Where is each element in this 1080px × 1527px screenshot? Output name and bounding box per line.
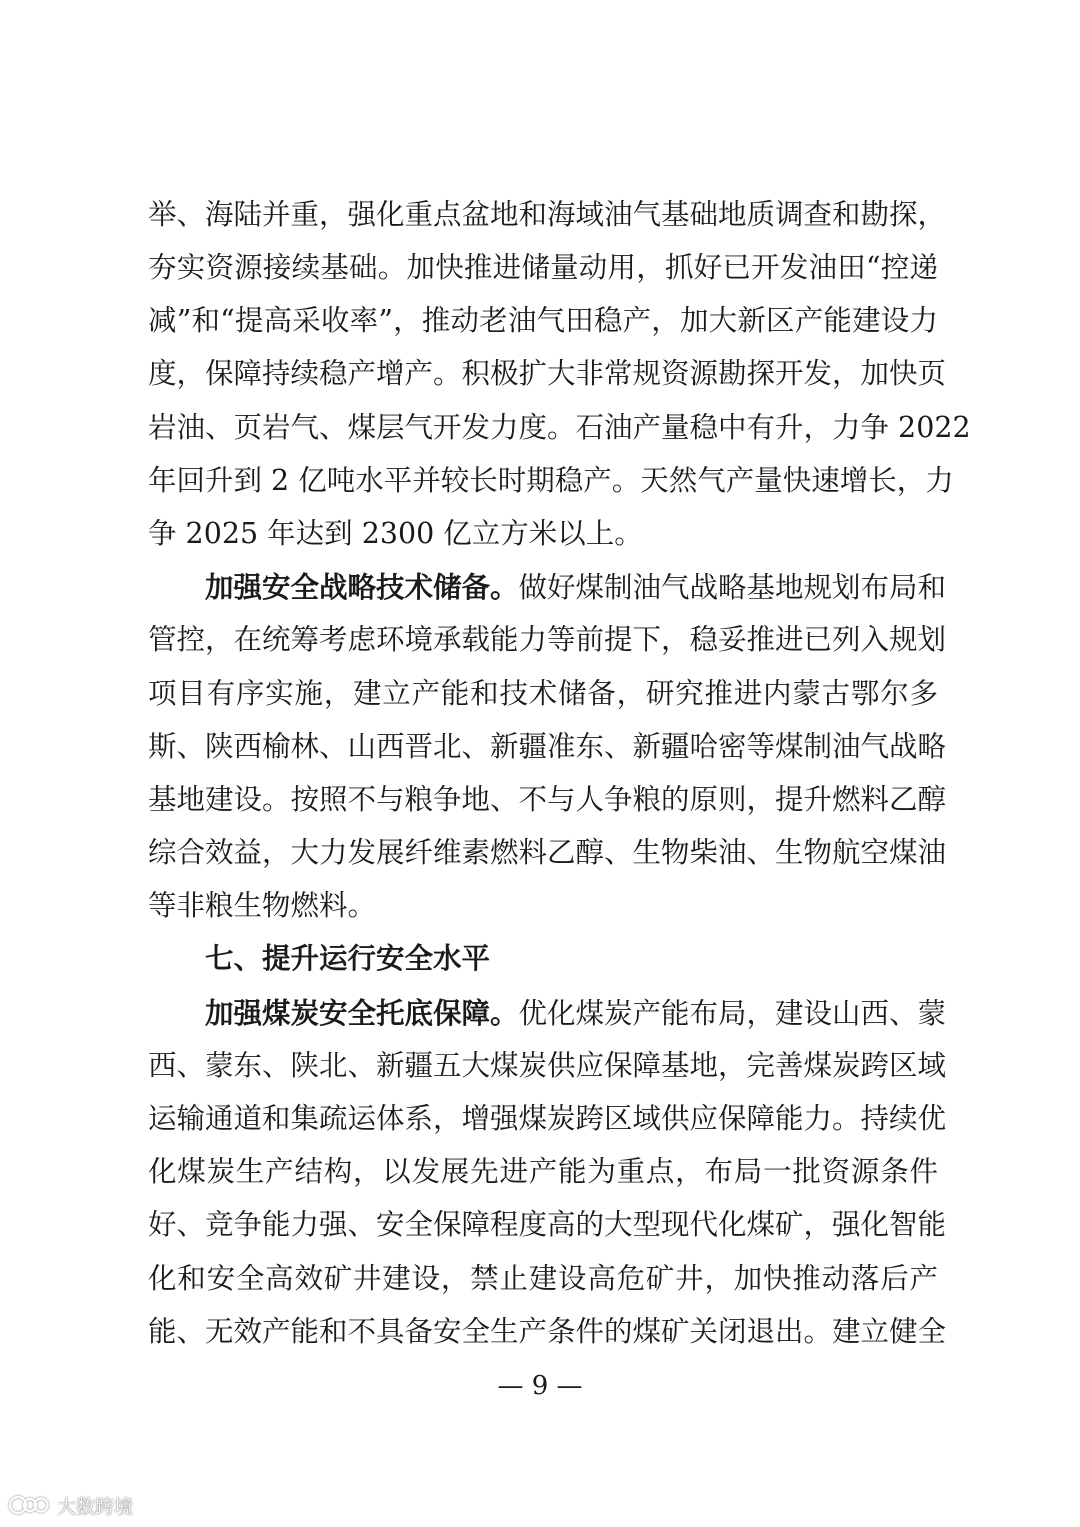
body-line: 等非粮生物燃料。	[148, 889, 377, 922]
body-line: 斯、陕西榆林、山西晋北、新疆准东、新疆哈密等煤制油气战略	[148, 730, 947, 763]
page-number: — 9 —	[497, 1371, 583, 1401]
body-line: 减”和“提高采收率”，推动老油气田稳产，加大新区产能建设力	[148, 304, 938, 337]
body-line: 综合效益，大力发展纤维素燃料乙醇、生物柴油、生物航空煤油	[148, 836, 947, 869]
watermark	[6, 1490, 133, 1520]
body-line: 项目有序实施，建立产能和技术储备，研究推进内蒙古鄂尔多	[148, 677, 938, 710]
body-line: 度，保障持续稳产增产。积极扩大非常规资源勘探开发，加快页	[148, 357, 947, 390]
body-line: 西、蒙东、陕北、新疆五大煤炭供应保障基地，完善煤炭跨区域	[148, 1049, 947, 1082]
body-line: 夯实资源接续基础。加快推进储量动用，抓好已开发油田“控递	[148, 251, 938, 284]
body-line: 好、竞争能力强、安全保障程度高的大型现代化煤矿，强化智能	[148, 1208, 947, 1241]
paragraph-lead: 加强煤炭安全托底保障。	[205, 996, 519, 1030]
paragraph-first-line	[205, 562, 947, 612]
body-line: 化和安全高效矿井建设，禁止建设高危矿井，加快推动落后产	[148, 1262, 938, 1295]
body-line: 基地建设。按照不与粮争地、不与人争粮的原则，提升燃料乙醇	[148, 783, 947, 816]
body-line: 化煤炭生产结构，以发展先进产能为重点，布局一批资源条件	[148, 1155, 938, 1188]
section-heading: 七、提升运行安全水平	[205, 942, 491, 975]
bubble-logo-icon	[6, 1493, 52, 1517]
paragraph-lead-rest: 做好煤制油气战略基地规划布局和	[518, 571, 947, 604]
paragraph-first-line	[205, 988, 947, 1038]
watermark-text: 大数跨境	[57, 1495, 134, 1518]
paragraph-lead-rest: 优化煤炭产能布局，建设山西、蒙	[518, 997, 947, 1030]
body-line: 管控，在统筹考虑环境承载能力等前提下，稳妥推进已列入规划	[148, 623, 947, 656]
paragraph-lead: 加强安全战略技术储备。	[205, 570, 519, 604]
body-line: 岩油、页岩气、煤层气开发力度。石油产量稳中有升，力争 2022	[148, 411, 971, 444]
body-line: 能、无效产能和不具备安全生产条件的煤矿关闭退出。建立健全	[148, 1315, 947, 1348]
body-line: 举、海陆并重，强化重点盆地和海域油气基础地质调查和勘探，	[148, 198, 947, 231]
body-line: 争 2025 年达到 2300 亿立方米以上。	[148, 517, 643, 550]
body-line: 年回升到 2 亿吨水平并较长时期稳产。天然气产量快速增长，力	[148, 464, 954, 497]
body-line: 运输通道和集疏运体系，增强煤炭跨区域供应保障能力。持续优	[148, 1102, 947, 1135]
